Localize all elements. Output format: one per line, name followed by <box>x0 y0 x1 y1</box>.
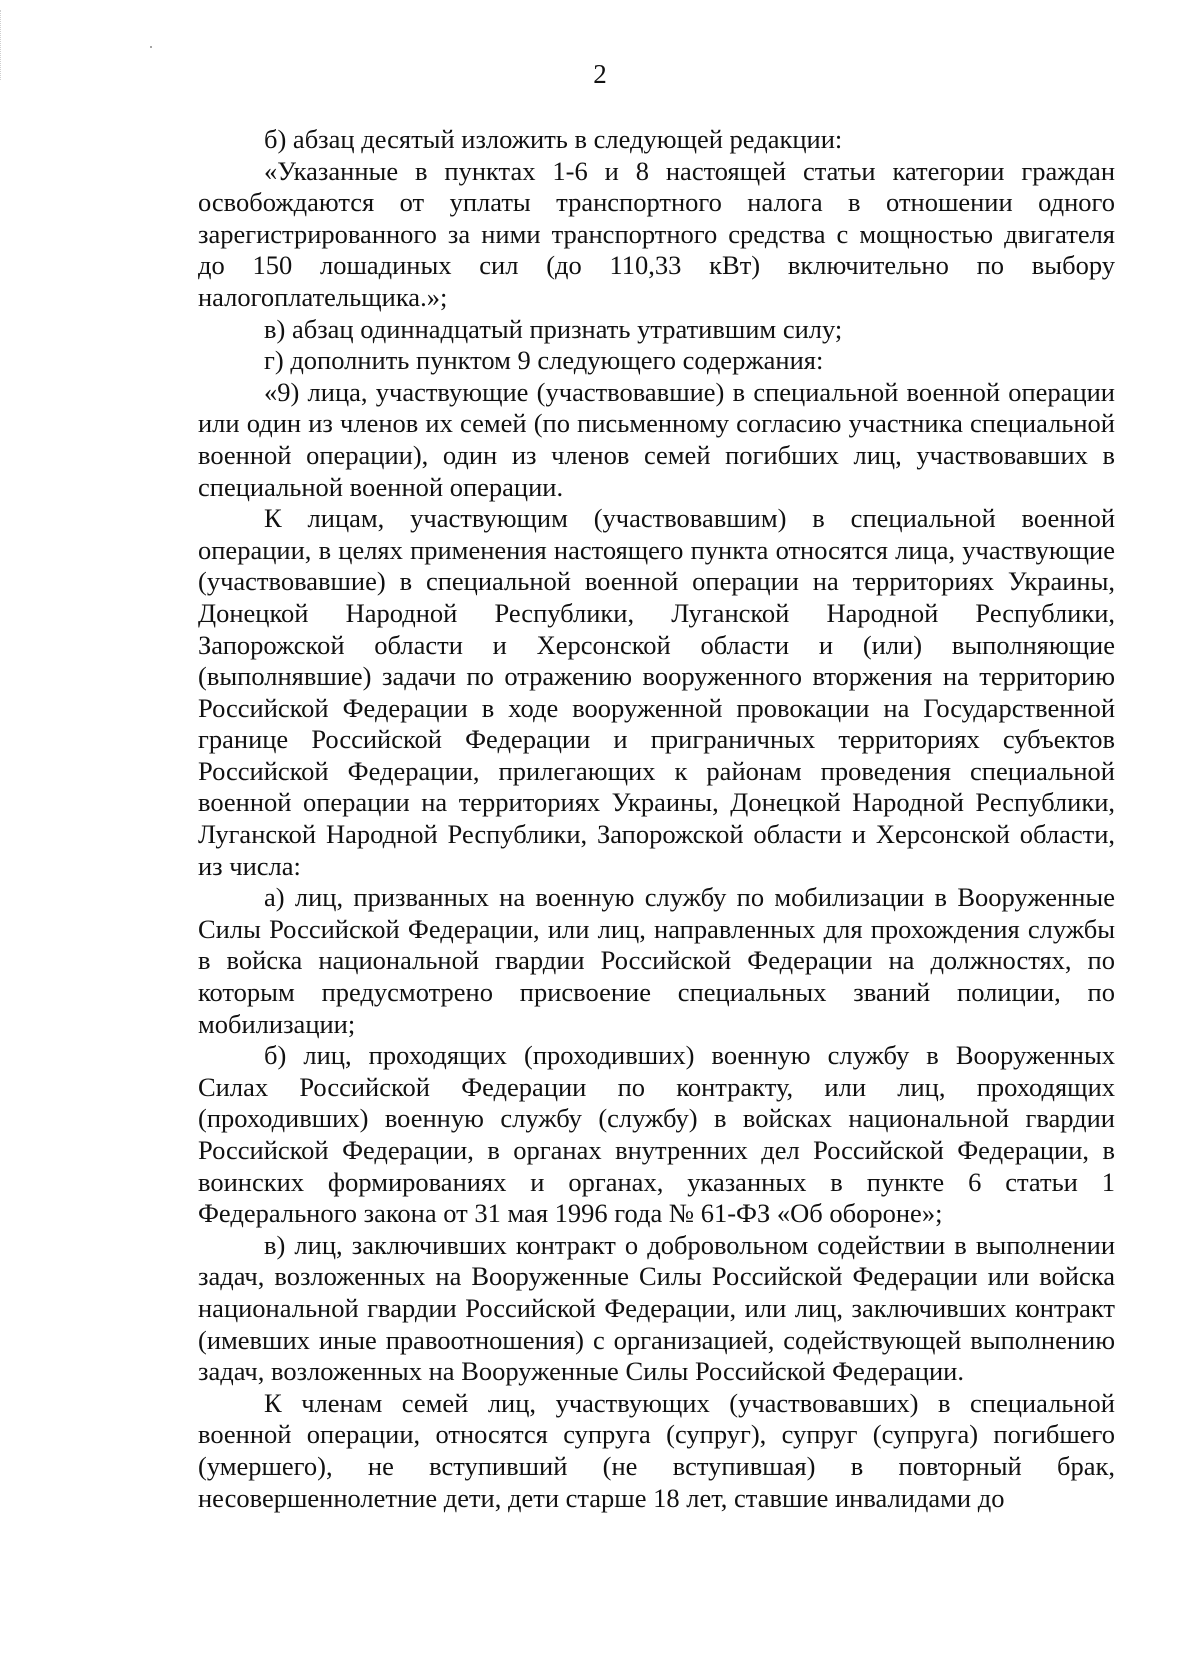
paragraph-amendment-b: б) абзац десятый изложить в следующей редакции: <box>264 124 843 154</box>
paragraph-family-members: К членам семей лиц, участвующих (участвовавших) в специальной военной операции, относятся супруга (супруг), супруг (супруга) погибшего (умершего), не вступивший (не вступившая) в повторный брак, несовершеннолетние дети, дети старше 18 лет, ставшие инвалидами до <box>198 1387 1115 1513</box>
paragraph-amendment-g: г) дополнить пунктом 9 следующего содержания: <box>264 345 824 376</box>
paragraph-amendment-v: в) абзац одиннадцатый признать утратившим силу; <box>264 313 843 344</box>
paragraph-participants-definition: К лицам, участвующим (участвовавшим) в специальной военной операции, в целях применения настоящего пункта относятся лица, участвующие (участвовавшие) в специальной военной операции на территориях Украины, Донецкой Народной Республики, Луганской Народной Республики, Запорожской области и Херсонской области и (или) выполняющие (выполнявшие) задачи по отражению вооруженного вторжения на территорию Российской Федерации в ходе вооруженной провокации на Государственной границе Российской Федерации и приграничных территориях субъектов Российской Федерации, прилегающих к районам проведения специальной военной операции на территориях Украины, Донецкой Народной Республики, Луганской Народной Республики, Запорожской области и Херсонской области, из числа: <box>198 503 1115 881</box>
scan-dust-dot <box>150 46 152 48</box>
page-number: 2 <box>593 59 607 89</box>
paragraph-quoted-text: «Указанные в пунктах 1-6 и 8 настоящей статьи категории граждан освобождаются от уплаты транспортного налога в отношении одного зарегистрированного за ними транспортного средства с мощностью двигателя до 150 лошадиных сил (до 110,33 кВт) включительно по выбору налогоплательщика.»; <box>198 155 1115 312</box>
paragraph-item-v: в) лиц, заключивших контракт о добровольном содействии в выполнении задач, возложенных на Вооруженные Силы Российской Федерации или войска национальной гвардии Российской Федерации, или лиц, заключивших контракт (имевших иные правоотношения) с организацией, содействующей выполнению задач, возложенных на Вооруженные Силы Российской Федерации. <box>198 1229 1115 1387</box>
document-body <box>198 124 1115 1514</box>
paragraph-item-b: б) лиц, проходящих (проходивших) военную службу в Вооруженных Силах Российской Федерации по контракту, или лиц, проходящих (проходивших) военную службу (службу) в войсках национальной гвардии Российской Федерации, в органах внутренних дел Российской Федерации, в воинских формированиях и органах, указанных в пункте 6 статьи 1 Федерального закона от 31 мая 1996 года № 61-ФЗ «Об обороне»; <box>198 1040 1115 1229</box>
paragraph-point-9: «9) лица, участвующие (участвовавшие) в специальной военной операции или один из членов их семей (по письменному согласию участника специальной военной операции), один из членов семей погибших лиц, участвовавших в специальной военной операции. <box>198 376 1115 502</box>
paragraph-item-a: а) лиц, призванных на военную службу по мобилизации в Вооруженные Силы Российской Федерации, или лиц, направленных для прохождения службы в войска национальной гвардии Российской Федерации на должностях, по которым предусмотрено присвоение специальных званий полиции, по мобилизации; <box>198 882 1115 1039</box>
